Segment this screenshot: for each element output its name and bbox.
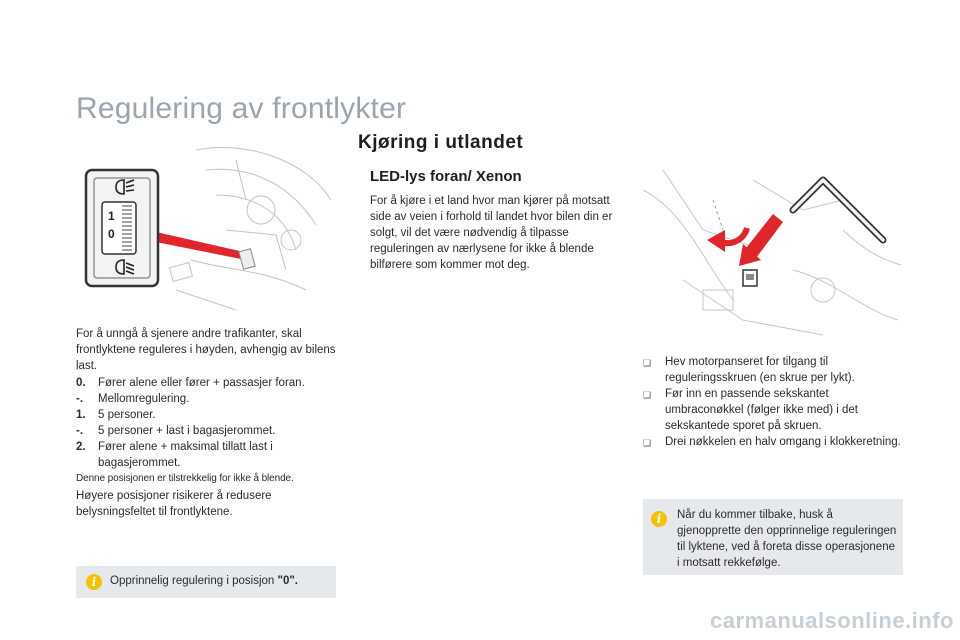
list-item [643, 354, 903, 386]
setting-key: -. [76, 393, 84, 405]
info-icon: i [651, 511, 667, 527]
step-text: Hev motorpanseret for tilgang til reguleringsskruen (en skrue per lykt). [665, 356, 855, 384]
setting-text: 5 personer. [98, 409, 156, 421]
dial-label-top: 1 [108, 209, 115, 223]
info-box-original-setting [76, 566, 336, 598]
adjustment-steps-list [643, 354, 903, 451]
warning-text: Høyere posisjoner risikerer å redusere belysningsfeltet til frontlyktene. [76, 490, 272, 518]
checkbox-bullet-icon: ❑ [643, 390, 652, 400]
dial-label-bottom: 0 [108, 227, 115, 241]
load-settings-list [76, 375, 346, 471]
setting-text: 5 personer + last i bagasjerommet. [98, 425, 276, 437]
setting-text: Fører alene eller fører + passasjer foran. [98, 377, 305, 389]
page-title: Regulering av frontlykter [76, 92, 407, 125]
setting-text: Fører alene + maksimal tillatt last i bagasjerommet. [98, 441, 273, 469]
info-icon: i [86, 574, 102, 590]
step-text: Drei nøkkelen en halv omgang i klokkeretning. [665, 436, 901, 448]
list-item [643, 434, 903, 451]
section-heading: Kjøring i utlandet [358, 132, 524, 153]
setting-key: 1. [76, 409, 86, 421]
setting-key: 0. [76, 377, 86, 389]
setting-text: Mellomregulering. [98, 393, 190, 405]
subsection-heading: LED-lys foran/ Xenon [370, 168, 522, 185]
checkbox-bullet-icon: ❑ [643, 438, 652, 448]
watermark: carmanualsonline.info [710, 608, 954, 633]
list-item [643, 386, 903, 434]
setting-key: -. [76, 425, 84, 437]
abroad-intro-text: For å kjøre i et land hvor man kjører på motsatt side av veien i forhold til landet hvor bilen din er solgt, vil det være nødvendig å tilpasse reguleringen av nærlysene for ikke å blende bilførere som kommer mot deg. [370, 195, 613, 271]
info-text: Opprinnelig regulering i posisjon [110, 575, 278, 587]
info-text: Når du kommer tilbake, husk å gjenopprette den opprinnelige reguleringen til lyktene, ved å foreta disse operasjonene i motsatt rekkefølge. [677, 509, 897, 569]
setting-key: 2. [76, 441, 86, 453]
info-value: "0". [277, 575, 298, 587]
checkbox-bullet-icon: ❑ [643, 358, 652, 368]
list-item [76, 439, 346, 471]
list-item [76, 407, 346, 423]
position-note: Denne posisjonen er tilstrekkelig for ikke å blende. [76, 473, 294, 484]
list-item [76, 391, 346, 407]
load-intro-text: For å unngå å sjenere andre trafikanter, skal frontlyktene reguleres i høyden, avhengig av bilens last. [76, 328, 336, 372]
dashboard-dial-illustration [76, 140, 338, 316]
info-box-return [643, 499, 903, 575]
list-item [76, 423, 346, 439]
step-text: Før inn en passende sekskantet umbraconøkkel (følger ikke med) i det sekskantede sporet på skruen. [665, 388, 859, 432]
list-item [76, 375, 346, 391]
adjustment-screw-illustration [643, 170, 903, 346]
